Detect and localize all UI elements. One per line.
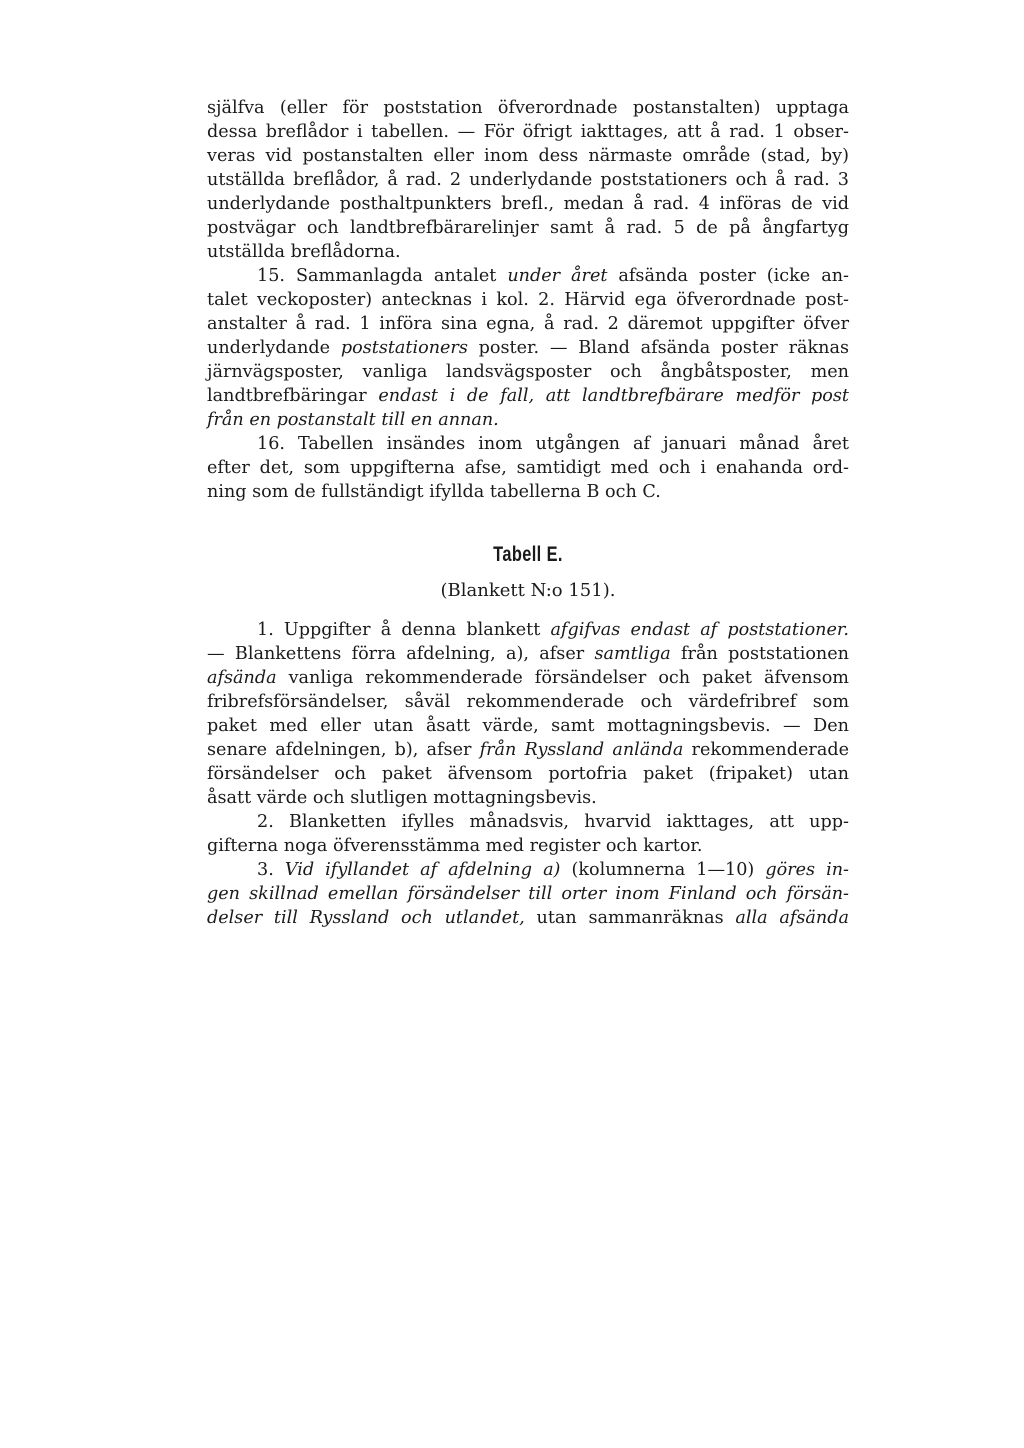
italic-run: alla afsända bbox=[735, 908, 849, 928]
paragraph-line: veras vid postanstalten eller inom dess närmaste område (stad, by) bbox=[207, 146, 849, 166]
item-e1-line bbox=[207, 666, 849, 690]
italic-run: göres in- bbox=[765, 860, 849, 880]
paragraph-line: underlydande posthaltpunkters brefl., medan å rad. 4 införas de vid bbox=[207, 194, 849, 214]
text-run: (kolumnerna 1—10) bbox=[560, 860, 766, 880]
text-run: utan sammanräknas bbox=[524, 908, 736, 928]
text-run: senare afdelningen, b), afser bbox=[207, 740, 480, 760]
item-15-line bbox=[207, 264, 849, 288]
text-run: vanliga rekommenderade försändelser och paket äfvensom bbox=[276, 668, 849, 688]
item-e1-line: försändelser och paket äfvensom portofria paket (fripaket) utan bbox=[207, 764, 849, 784]
item-15-line: talet veckoposter) antecknas i kol. 2. Härvid ega öfverordnade post- bbox=[207, 290, 849, 310]
item-e1-line: fribrefsförsändelser, såväl rekommenderade och värdefribref som bbox=[207, 692, 849, 712]
section-subtitle: (Blankett N:o 151). bbox=[440, 580, 616, 601]
item-e1-line bbox=[207, 738, 849, 762]
italic-run: endast i de fall, att landtbrefbärare medför post bbox=[378, 386, 849, 406]
text-column bbox=[207, 96, 849, 930]
item-e1-line: åsatt värde och slutligen mottagningsbevis. bbox=[207, 788, 597, 808]
text-run: — Blankettens förra afdelning, a), afser bbox=[207, 644, 595, 664]
paragraph-line: postvägar och landtbrefbärarelinjer samt å rad. 5 de på ångfartyg bbox=[207, 218, 849, 238]
text-run: underlydande bbox=[207, 338, 341, 358]
item-e3-line bbox=[207, 906, 849, 930]
text-run: 1. Uppgifter å denna blankett bbox=[257, 620, 551, 640]
italic-run: afgifvas endast af poststationer. bbox=[550, 620, 849, 640]
italic-run: under året bbox=[507, 266, 608, 286]
item-15-line: anstalter å rad. 1 införa sina egna, å rad. 2 däremot uppgifter öfver bbox=[207, 314, 849, 334]
paragraph-line: själfva (eller för poststation öfverordnade postanstalten) upptaga bbox=[207, 98, 849, 118]
text-run: från poststationen bbox=[670, 644, 849, 664]
item-e3-line bbox=[207, 858, 849, 882]
paragraph-line: utställda breflådor, å rad. 2 underlydande poststationers och å rad. 3 bbox=[207, 170, 849, 190]
item-15-line: järnvägsposter, vanliga landsvägsposter och ångbåtsposter, men bbox=[207, 362, 849, 382]
text-run: afsända poster (icke an- bbox=[607, 266, 849, 286]
item-15-line bbox=[207, 384, 849, 408]
item-e3-line: gen skillnad emellan försändelser till orter inom Finland och försän- bbox=[207, 884, 849, 904]
text-run: 3. bbox=[257, 860, 285, 880]
italic-run: samtliga bbox=[594, 644, 671, 664]
text-run: 15. Sammanlagda antalet bbox=[257, 266, 508, 286]
paragraph-line: utställda breflådorna. bbox=[207, 242, 401, 262]
spacer bbox=[207, 608, 849, 618]
item-16-line: 16. Tabellen insändes inom utgången af januari månad året bbox=[257, 434, 849, 454]
item-e1-line bbox=[207, 642, 849, 666]
item-e1-line bbox=[207, 618, 849, 642]
item-e2-line: gifterna noga öfverensstämma med register och kartor. bbox=[207, 836, 703, 856]
spacer bbox=[207, 504, 849, 536]
paragraph-line: dessa breflådor i tabellen. — För öfrigt iakttages, att å rad. 1 obser- bbox=[207, 122, 849, 142]
item-15-line bbox=[207, 336, 849, 360]
italic-run: poststationers bbox=[340, 338, 468, 358]
item-16-line: ning som de fullständigt ifyllda tabellerna B och C. bbox=[207, 482, 661, 502]
italic-run: afsända bbox=[207, 668, 277, 688]
text-run: landtbrefbäringar bbox=[207, 386, 379, 406]
italic-run: delser till Ryssland och utlandet, bbox=[207, 908, 525, 928]
item-16-line: efter det, som uppgifterna afse, samtidigt med och i enahanda ord- bbox=[207, 458, 849, 478]
italic-run: Vid ifyllandet af afdelning a) bbox=[284, 860, 561, 880]
item-e1-line: paket med eller utan åsatt värde, samt mottagningsbevis. — Den bbox=[207, 716, 849, 736]
item-15-line: från en postanstalt till en annan. bbox=[207, 410, 499, 430]
item-e2-line: 2. Blanketten ifylles månadsvis, hvarvid iakttages, att upp- bbox=[257, 812, 849, 832]
text-run: rekommenderade bbox=[683, 740, 849, 760]
italic-run: från Ryssland anlända bbox=[479, 740, 684, 760]
text-run: poster. — Bland afsända poster räknas bbox=[467, 338, 849, 358]
section-title: Tabell E. bbox=[493, 543, 563, 566]
